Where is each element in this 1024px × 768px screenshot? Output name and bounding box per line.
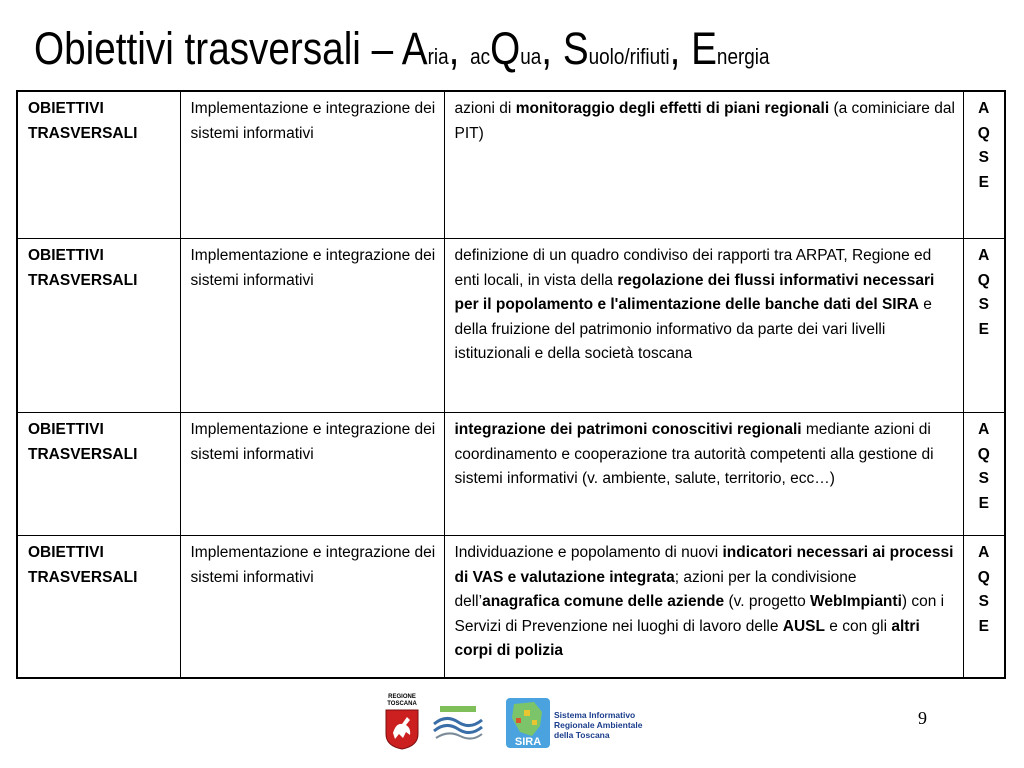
tag-e: E <box>978 617 989 635</box>
tags-cell <box>963 239 1005 413</box>
description-text: azioni di <box>454 100 516 117</box>
objective-line: OBIETTIVI <box>28 544 104 561</box>
objective-line: OBIETTIVI <box>28 421 104 438</box>
tag-q: Q <box>977 568 990 586</box>
description-bold-text: integrazione dei patrimoni conoscitivi regionali <box>454 421 802 438</box>
title-prefix: Obiettivi trasversali – <box>34 23 402 74</box>
sira-logo-text <box>554 710 642 740</box>
description-text: ) con i Servizi di Prevenzione nei luoghi di lavoro delle <box>454 593 945 635</box>
sira-map-icon <box>504 696 552 750</box>
sira-logo-line: Sistema Informativo <box>554 710 636 720</box>
description-cell <box>444 413 963 536</box>
tag-s: S <box>978 296 989 313</box>
page-number: 9 <box>918 708 927 728</box>
objective-cell <box>17 413 180 536</box>
title-sep-1: , <box>448 23 471 74</box>
objective-cell <box>17 536 180 679</box>
slide-title <box>34 14 868 84</box>
tag-s: S <box>978 593 989 610</box>
tag-q: Q <box>977 124 990 142</box>
area-cell: Implementazione e integrazione dei sistemi informativi <box>180 536 444 679</box>
tag-s: S <box>978 149 989 166</box>
pegasus-shield-icon <box>380 708 424 750</box>
area-cell: Implementazione e integrazione dei sistemi informativi <box>180 91 444 239</box>
sira-badge-text: SIRA <box>514 736 542 748</box>
description-text: e con gli <box>824 617 892 635</box>
description-bold-text: regolazione dei flussi informativi necessari per il popolamento e l'alimentazione delle banche dati del SIRA <box>454 271 935 313</box>
description-text: Individuazione e popolamento di nuovi <box>454 544 723 561</box>
tag-s: S <box>978 470 989 487</box>
description-text: definizione di un quadro condiviso dei rapporti tra ARPAT, Regione ed enti locali, in vista della <box>454 247 932 289</box>
tags-cell <box>963 413 1005 536</box>
tag-a: A <box>978 421 990 438</box>
description-bold-text: indicatori necessari ai processi di VAS e valutazione integrata <box>454 544 954 586</box>
description-cell <box>444 239 963 413</box>
table-row <box>17 536 1005 679</box>
description-bold-text: altri corpi di polizia <box>454 617 920 659</box>
sira-logo-line: della Toscana <box>554 730 610 740</box>
arpat-logo <box>432 704 484 746</box>
objective-line: TRASVERSALI <box>28 568 138 586</box>
table-row <box>17 239 1005 413</box>
tag-e: E <box>978 494 989 512</box>
description-bold-text: AUSL <box>782 617 825 635</box>
tag-e: E <box>978 173 989 191</box>
regione-logo-line: REGIONE <box>388 694 416 700</box>
title-q-big: Q <box>490 23 521 74</box>
title-q-pre: ac <box>470 44 491 69</box>
arpat-wave-icon <box>432 704 484 746</box>
objective-line: OBIETTIVI <box>28 100 104 117</box>
title-e-small: nergia <box>716 44 770 69</box>
footer-logos <box>380 694 650 754</box>
regione-toscana-logo <box>380 694 424 752</box>
tag-q: Q <box>977 271 990 289</box>
description-text: (a cominiciare dal PIT) <box>454 100 955 142</box>
objective-line: TRASVERSALI <box>28 271 138 289</box>
objective-cell <box>17 91 180 239</box>
description-cell <box>444 536 963 679</box>
tag-e: E <box>978 320 989 338</box>
title-sep-3: , <box>669 23 692 74</box>
title-sep-2: , <box>541 23 563 74</box>
table-row <box>17 91 1005 239</box>
sira-logo-line: Regionale Ambientale <box>554 720 643 730</box>
description-bold-text: anagrafica comune delle aziende <box>482 593 725 610</box>
objective-line: TRASVERSALI <box>28 124 138 142</box>
objective-line: OBIETTIVI <box>28 247 104 264</box>
description-bold-text: WebImpianti <box>810 593 902 610</box>
area-cell: Implementazione e integrazione dei sistemi informativi <box>180 239 444 413</box>
title-a-big: A <box>401 23 428 74</box>
tag-a: A <box>978 100 990 117</box>
objective-cell <box>17 239 180 413</box>
description-cell <box>444 91 963 239</box>
tag-q: Q <box>977 445 990 463</box>
description-text: (v. progetto <box>724 593 811 610</box>
title-s-big: S <box>562 23 589 74</box>
description-bold-text: monitoraggio degli effetti di piani regionali <box>515 100 830 117</box>
tags-cell <box>963 91 1005 239</box>
regione-logo-line: TOSCANA <box>387 701 417 707</box>
title-q-small: ua <box>520 44 542 69</box>
objective-line: TRASVERSALI <box>28 445 138 463</box>
tag-a: A <box>978 247 990 264</box>
area-cell: Implementazione e integrazione dei sistemi informativi <box>180 413 444 536</box>
description-text: mediante azioni di coordinamento e cooperazione tra autorità competenti alla gestione di sistemi informativi (v. ambiente, salute, territorio, ecc…) <box>454 421 934 487</box>
sira-logo <box>504 696 644 750</box>
tag-a: A <box>978 544 990 561</box>
description-text: ; azioni per la condivisione dell’ <box>454 568 857 610</box>
objectives-table <box>16 90 1006 679</box>
title-s-small: uolo/rifiuti <box>588 44 670 69</box>
table-row <box>17 413 1005 536</box>
tags-cell <box>963 536 1005 679</box>
description-text: e della fruizione del patrimonio informativo da parte dei vari livelli istituzionali e della società toscana <box>454 296 932 362</box>
title-a-small: ria <box>427 44 449 69</box>
title-e-big: E <box>691 23 717 74</box>
